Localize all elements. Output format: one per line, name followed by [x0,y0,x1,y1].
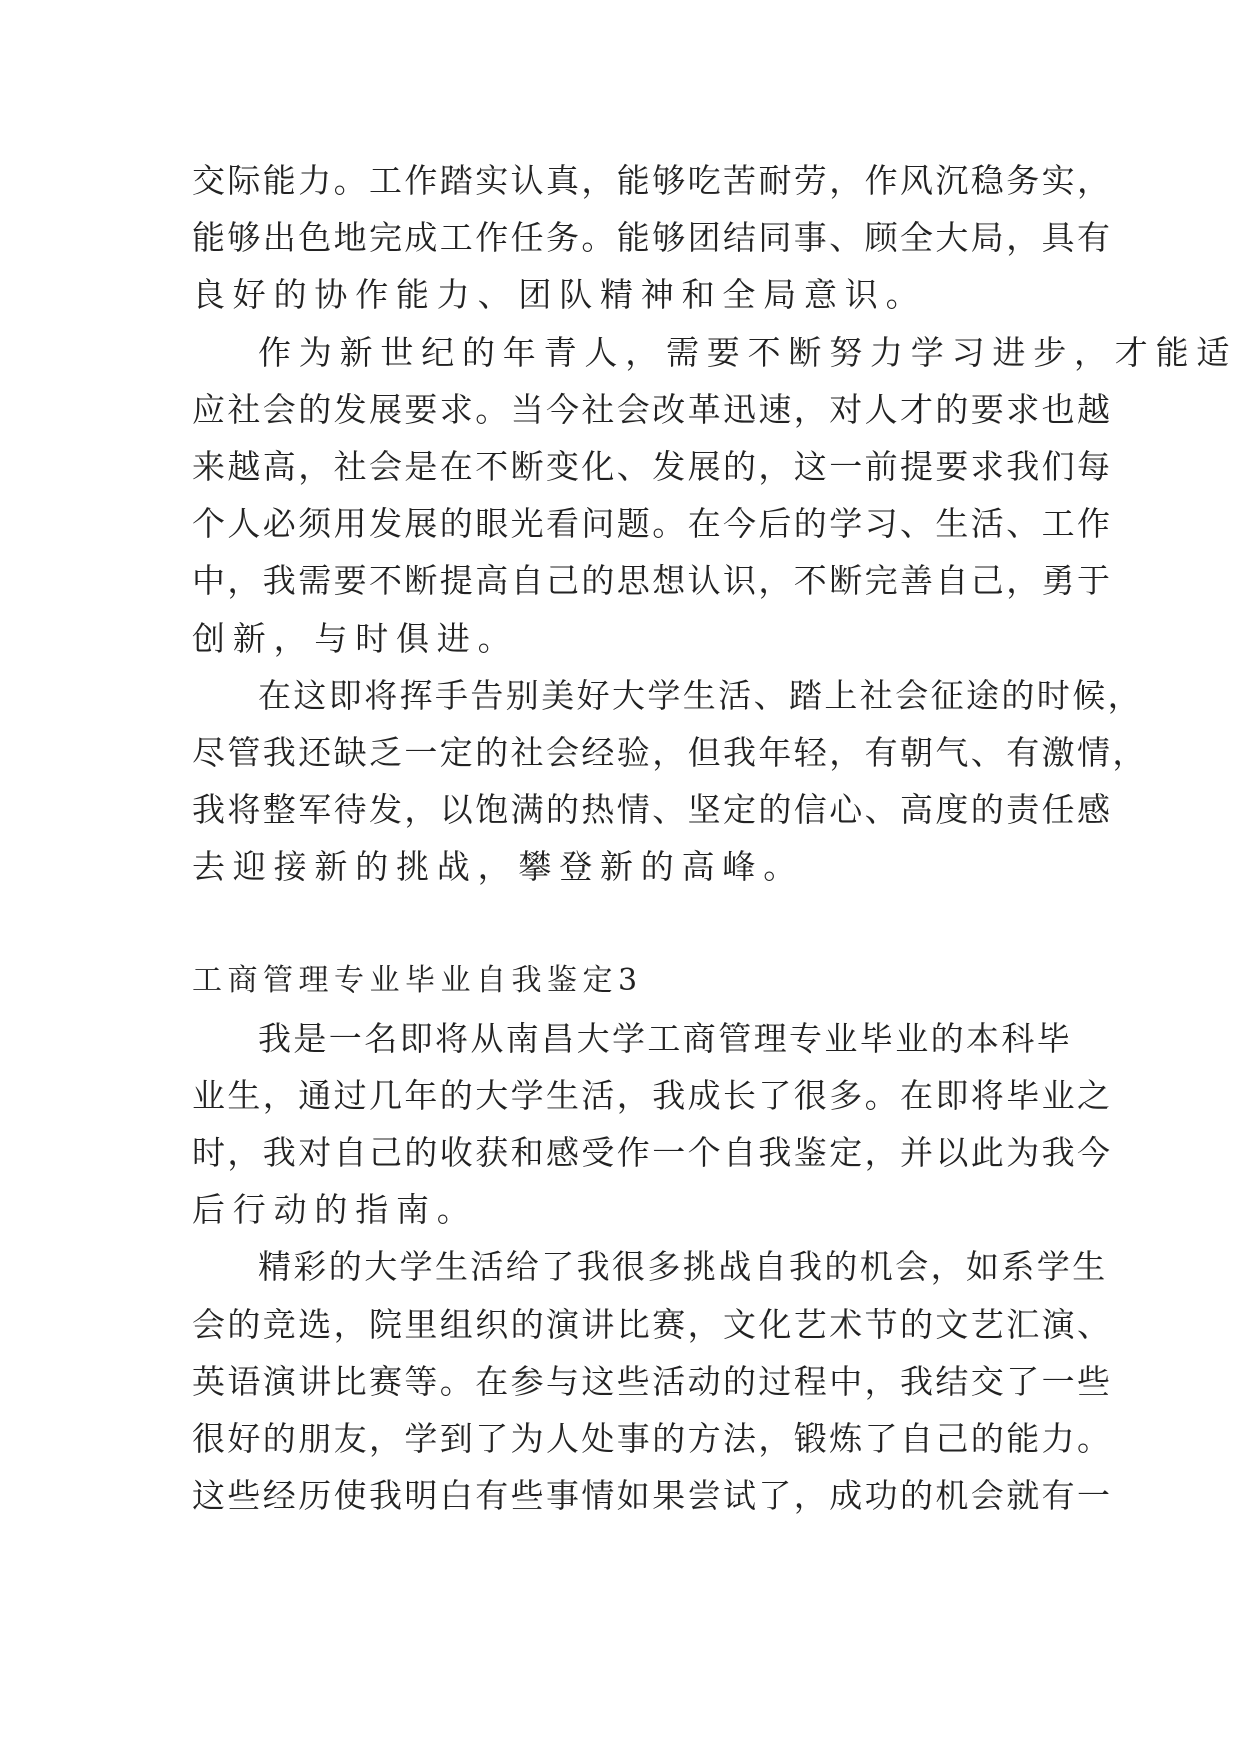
text-line: 这些经历使我明白有些事情如果尝试了，成功的机会就有一 [192,1476,1113,1516]
paragraph [192,152,1113,324]
text-line: 精彩的大学生活给了我很多挑战自我的机会，如系学生 [258,1247,1108,1287]
text-line: 能够出色地完成工作任务。能够团结同事、顾全大局，具有 [192,218,1113,258]
text-line: 会的竞选，院里组织的演讲比赛，文化艺术节的文艺汇演、 [192,1304,1113,1344]
section-heading: 工商管理专业毕业自我鉴定3 [192,963,643,999]
paragraph [192,324,1238,667]
paragraph [192,667,1148,896]
text-line: 在这即将挥手告别美好大学生活、踏上社会征途的时候， [258,675,1143,715]
paragraph [192,1238,1113,1524]
text-line: 时，我对自己的收获和感受作一个自我鉴定，并以此为我今 [192,1133,1113,1172]
text-line: 交际能力。工作踏实认真，能够吃苦耐劳，作风沉稳务实， [192,161,1113,200]
text-line: 中，我需要不断提高自己的思想认识，不断完善自己，勇于 [192,561,1113,601]
text-line: 很好的朋友，学到了为人处事的方法，锻炼了自己的能力。 [192,1418,1113,1458]
section-spacer [192,895,1072,952]
text-line: 我是一名即将从南昌大学工商管理专业毕业的本科毕 [258,1018,1073,1058]
text-line: 去迎接新的挑战，攀登新的高峰。 [192,847,804,887]
text-line: 应社会的发展要求。当今社会改革迅速，对人才的要求也越 [192,389,1113,429]
text-line: 尽管我还缺乏一定的社会经验，但我年轻，有朝气、有激情， [192,732,1148,772]
text-line: 作为新世纪的年青人，需要不断努力学习进步，才能适 [258,332,1238,372]
text-line: 创新，与时俱进。 [192,618,519,658]
document-body [192,152,1238,1524]
text-line: 良好的协作能力、团队精神和全局意识。 [192,275,927,315]
text-line: 我将整军待发，以饱满的热情、坚定的信心、高度的责任感 [192,790,1113,830]
text-line: 后行动的指南。 [192,1190,478,1230]
text-line: 来越高，社会是在不断变化、发展的，这一前提要求我们每 [192,446,1113,486]
text-line: 个人必须用发展的眼光看问题。在今后的学习、生活、工作 [192,504,1113,544]
paragraph [192,1010,1113,1239]
text-line: 业生，通过几年的大学生活，我成长了很多。在即将毕业之 [192,1075,1113,1115]
text-line: 英语演讲比赛等。在参与这些活动的过程中，我结交了一些 [192,1361,1113,1401]
